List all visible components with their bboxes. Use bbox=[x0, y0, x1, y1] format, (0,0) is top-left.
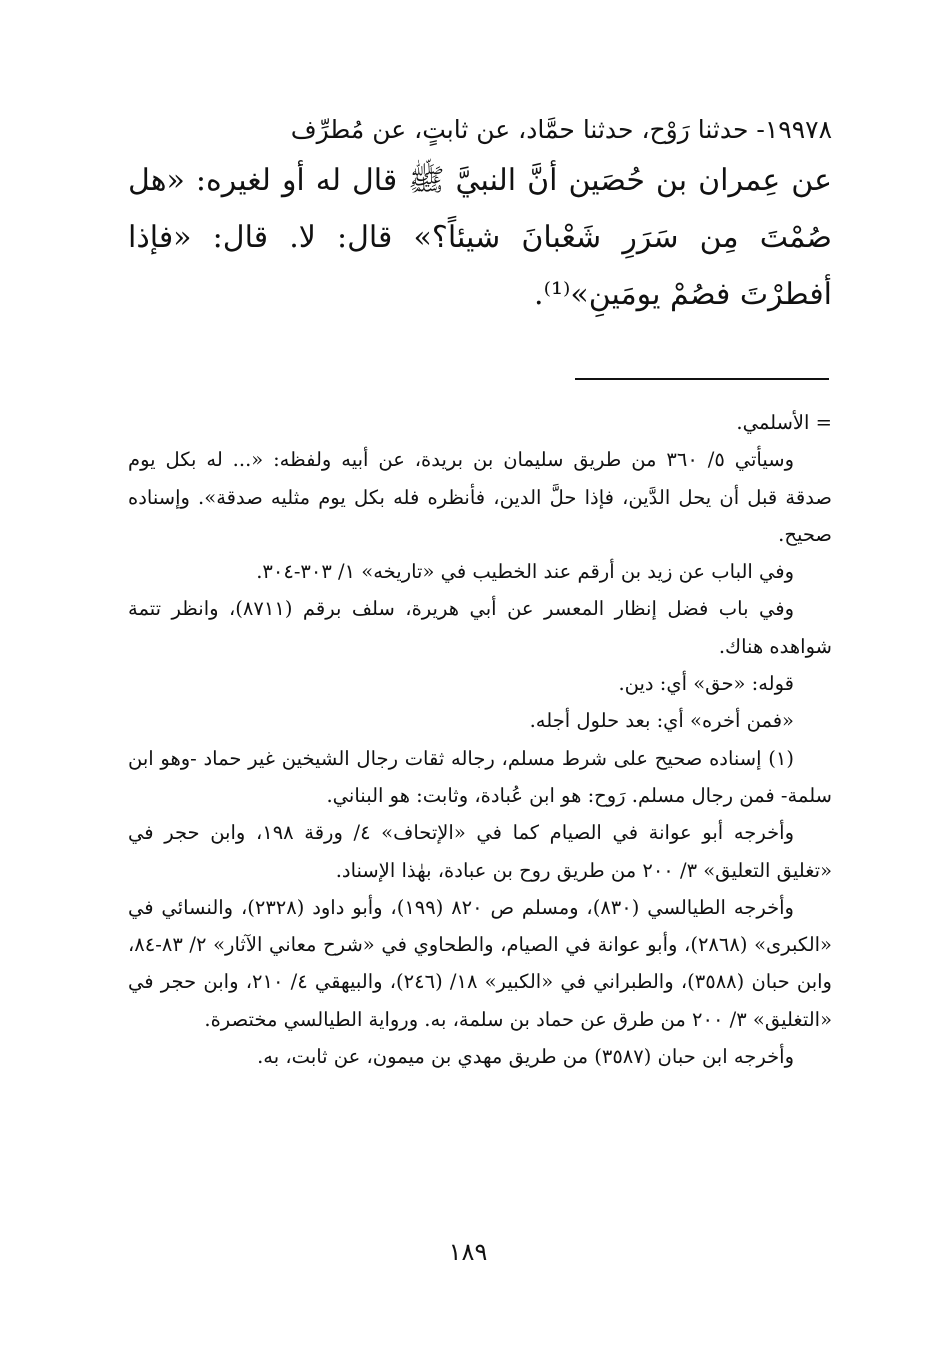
footnotes bbox=[128, 404, 832, 1075]
footnote-separator bbox=[575, 378, 829, 380]
footnote-paragraph: وأخرجه أبو عوانة في الصيام كما في «الإتحاف» ٤/ ورقة ١٩٨، وابن حجر في «تغليق التعليق» ٣/ ٢٠٠ من طريق روح بن عبادة، بهٰذا الإسناد. bbox=[128, 821, 832, 882]
footnote-paragraph: وأخرجه ابن حبان (٣٥٨٧) من طريق مهدي بن ميمون، عن ثابت، به. bbox=[257, 1045, 794, 1069]
footnote-paragraph: وأخرجه الطيالسي (٨٣٠)، ومسلم ص ٨٢٠ (١٩٩)، وأبو داود (٢٣٢٨)، والنسائي في «الكبرى» (٢٨٦٨)، وأبو عوانة في الصيام، والطحاوي في «شرح معاني الآثار» ٢/ ٨٣-٨٤، وابن حبان (٣٥٨٨)، والطبراني في «الكبير» ١٨/ (٢٤٦)، والبيهقي ٤/ ٢١٠، وابن حجر في «التغليق» ٣/ ٢٠٠ من طرق عن حماد بن سلمة، به. ورواية الطيالسي مختصرة. bbox=[128, 895, 832, 1031]
footnote-paragraph: وفي الباب عن زيد بن أرقم عند الخطيب في «تاريخه» ١/ ٣٠٣-٣٠٤. bbox=[256, 560, 794, 584]
hadith-block bbox=[128, 108, 832, 323]
footnote-paragraph: وسيأتي ٥/ ٣٦٠ من طريق سليمان بن بريدة، عن أبيه ولفظه: «... له بكل يوم صدقة قبل أن يحل الدَّين، فإذا حلَّ الدين، فأنظره فله بكل يوم مثليه صدقة». وإسناده صحيح. bbox=[128, 448, 832, 546]
footnote-paragraph: وفي باب فضل إنظار المعسر عن أبي هريرة، سلف برقم (٨٧١١)، وانظر تتمة شواهده هناك. bbox=[128, 597, 832, 658]
footnote-continuation: = الأسلمي. bbox=[736, 411, 832, 434]
footnote-1: (١) إسناده صحيح على شرط مسلم، رجاله ثقات رجال الشيخين غير حماد -وهو ابن سلمة- فمن رجال مسلم. رَوح: هو ابن عُبادة، وثابت: هو البناني. bbox=[128, 746, 832, 807]
hadith-text: عن عِمران بن حُصَين أنَّ النبيَّ ﷺ قال له أو لغيره: «هل صُمْتَ مِن سَرَرِ شَعْبانَ شيئاً؟» قال: لا. قال: «فإذا أفطرْتَ فصُمْ يومَينِ»⁽¹⁾. bbox=[128, 163, 832, 312]
footnote-paragraph: قوله: «حق» أي: دين. bbox=[618, 672, 794, 696]
page-number: ١٨٩ bbox=[448, 1238, 488, 1266]
hadith-chain: ١٩٩٧٨- حدثنا رَوْح، حدثنا حمَّاد، عن ثابتٍ، عن مُطرِّف bbox=[290, 115, 832, 144]
footnote-paragraph: «فمن أخره» أي: بعد حلول أجله. bbox=[529, 709, 794, 733]
